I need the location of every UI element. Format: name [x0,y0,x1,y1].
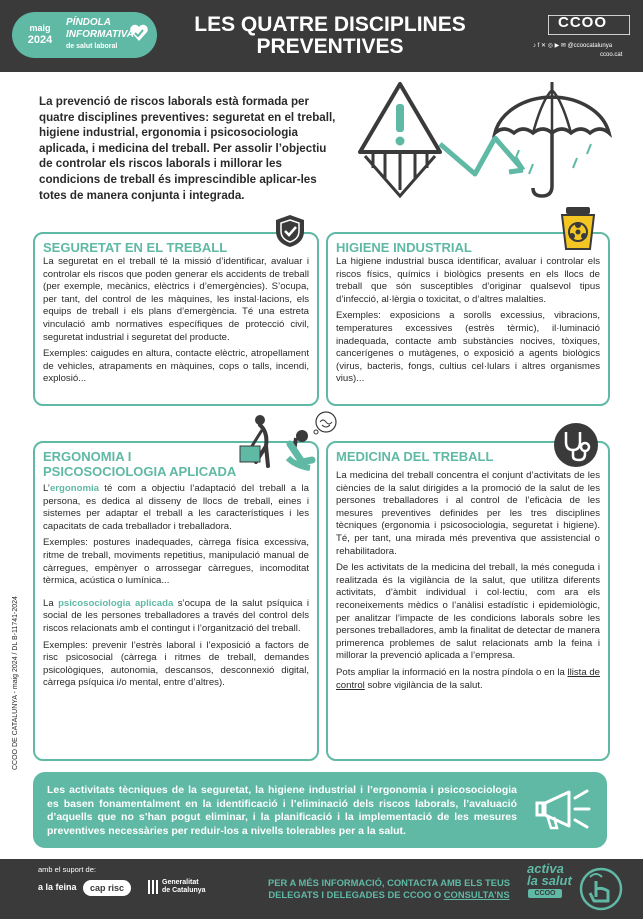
psicosociologia-paragraph [43,598,309,636]
ergonomia-highlight: ergonomia [49,483,99,494]
higiene-body [336,256,600,390]
hand-pointer-icon [578,867,624,911]
badge-date [20,22,60,46]
ergonomia-card [33,441,319,761]
ergonomia-p1-pre: L’ [43,483,50,494]
higiene-title: HIGIENE INDUSTRIAL [336,240,472,255]
higiene-paragraph: La higiene industrial busca identificar, avaluar i controlar els riscos físics, químics i biològics presents en els llocs de treball que són susceptibles d’originar qualsevol tipus d’infecció, al·lèrgia o toxicitat, o d’altres malalties. [336,256,600,305]
activa-line2: la salut [527,873,572,888]
megaphone-icon [533,786,595,832]
page-title [170,14,490,58]
generalitat-line2: de Catalunya [162,887,206,894]
contact-cta-text: PER A MÉS INFORMACIÓ, CONTACTA AMB ELS TEUS DELEGATS I DELEGADES DE CCOO O [267,877,510,900]
consultans-link[interactable]: CONSULTA’NS [443,889,510,900]
biohazard-container-icon [556,205,600,251]
activa-ccoo-logo: CCOO [528,889,562,898]
seguretat-paragraph: La seguretat en el treball té la missió d’identificar, avaluar i controlar els riscos que poden generar els accidents de treball (per exemple, mecànics, elèctrics i d’emergències). S’ocupa, per tant, del control de les màquines, les instal·lacions, els equips de treball i els plans d’emergència. Té una estreta vinculació amb normatives específiques de protecció civil, seguretat industrial i seguretat del producte. [43,256,309,343]
badge-title [66,17,136,53]
ergonomia-body [43,483,309,694]
ergonomia-paragraph [43,483,309,533]
psico-p3-pre: La [43,597,59,609]
pindola-badge [12,12,157,58]
higiene-card [326,232,610,406]
social-url[interactable]: ccoo.cat [600,52,623,58]
activa-la-salut-logo [527,863,572,887]
medicina-title: MEDICINA DEL TREBALL [336,449,494,464]
page-title-line2: PREVENTIVES [256,35,404,58]
badge-title-line3: de salut laboral [66,43,118,50]
warning-umbrella-illustration [345,78,615,208]
medicina-body [336,470,600,696]
social-handle-text: @ccoocatalunya [567,43,613,49]
medicina-card [326,441,610,761]
badge-year: 2024 [27,34,53,46]
generalitat-logo [162,879,206,895]
psico-p3-post: s’ocupa de la salut psíquica i social de les persones treballadores a través del control dels riscos relacionats amb el contingut i l’organització del treball. [43,597,309,634]
medicina-p3-post: sobre vigilància de la salut. [364,679,483,691]
heart-icon [129,23,149,43]
badge-title-line2: INFORMATIVA [66,29,134,40]
seguretat-body [43,256,309,390]
a-la-feina-logo: a la feina [38,882,77,892]
cap-risc-logo: cap risc [83,880,131,896]
ergonomia-examples: Exemples: postures inadequades, càrrega física excessiva, ritme de treball, moviments repetitius, manipulació manual de càrregues, empènyer o arrossegar càrregues, incomoditat tèrmica, acústica o lumínica... [43,537,309,587]
psicosociologia-examples: Exemples: prevenir l’estrès laboral i l’exposició a factors de risc psicosocial (càrrega i ritmes de treball, demandes psicològiques, autonomia, descansos, desconnexió digital, càrrega psíquica i/o mental, entre d’altres). [43,639,309,689]
ccoo-logo: CCOO [558,14,607,31]
summary-banner [33,772,607,848]
generalitat-logo-icon [148,880,158,894]
medicina-paragraph-1: La medicina del treball concentra el conjunt d’activitats de les ciències de la salut dirigides a la promoció de la salut de les persones treballadores i al control de l’eficàcia de les mesures preventives definides per les tres disciplines tècniques (ergonomia i psicosociologia, seguretat i higiene). Té, per tant, una mirada més preventiva que assistencial o rehabilitadora. [336,470,600,557]
seguretat-examples: Exemples: caigudes en altura, contacte elèctric, atropellament de vehicles, atrapaments en màquines, cops o talls, incendi, explosió... [43,348,309,385]
medicina-paragraph-2: De les activitats de la medicina del treball, la més coneguda i realitzada és la vigilància de la salut, que utilitza diferents activitats, d’àmbit individual i col·lectiu, com ara els reconeixements mèdics o l’anàlisi estadístic i epidemiològic, per analitzar l’impacte de les condicions laborals sobre les persones treballadores, amb la finalitat de detectar de manera primerenca problemes de salut relacionats amb la feina i millorar la prevenció aplicada a l’empresa. [336,562,600,662]
llista-de-control-link[interactable]: llista de control [336,666,600,691]
footer [0,859,643,919]
medicina-p3-pre: Pots ampliar la informació en la nostra píndola o en la [336,666,568,678]
generalitat-line1: Generalitat [162,879,199,886]
ergonomia-title [43,449,236,479]
seguretat-card [33,232,319,406]
support-label: amb el suport de: [38,865,96,874]
activa-line1: activa [527,861,564,876]
header [0,0,643,72]
ergonomia-title-line1: ERGONOMIA I [43,449,132,464]
stethoscope-icon [553,422,599,468]
seguretat-title: SEGURETAT EN EL TREBALL [43,240,228,255]
summary-banner-text: Les activitats tècniques de la seguretat, la higiene industrial i l’ergonomia i psicosociologia es basen fonamentalment en la identificació i l’eliminació dels riscos laborals, l’avaluació d’aquells que no s’han pogut eliminar, i la planificació i la implementació de les mesures preventives necessàries per reduir-los a nivells tolerables per a la salut. [47,784,517,837]
ergonomia-p1-post: té com a objectiu l’adaptació del treball a la persona, es dedica al disseny de llocs de treball, eines i sistemes per adaptar el treball a les característiques i les capacitats de cada treballador i treballadora. [43,483,309,532]
shield-check-icon [273,213,307,249]
badge-title-line1: PÍNDOLA [66,17,111,28]
contact-cta [254,877,524,901]
higiene-examples: Exemples: exposicions a sorolls excessius, vibracions, temperatures excessives (estrès tèrmic), il·luminació inadequada, contacte amb substàncies nocives, tòxiques, cancerígenes o mutàgenes, o exposició a agents biològics (virus, bacteris, fongs, cultius cel·lulars i altres organismes vius)... [336,310,600,385]
legal-deposit: CCOO DE CATALUNYA - maig 2024 / DL B-11741-2024 [12,596,19,770]
intro-text: La prevenció de riscos laborals està formada per quatre disciplines preventives: seguretat en el treball, higiene industrial, ergonomia i psicosociologia aplicada, i medicina del treball. Per assolir l’objectiu de controlar els riscos laborals i millorar les condicions de treball és imprescindible aplicar-les totes de manera conjunta i integrada. [39,95,336,202]
social-handle[interactable] [533,42,612,49]
medicina-paragraph-3 [336,667,600,692]
social-icons: ♪ f ✕ ◎ ▶ ✉ [533,43,568,49]
psicosociologia-highlight: psicosociologia aplicada [58,597,174,609]
page-title-line1: LES QUATRE DISCIPLINES [194,13,466,36]
badge-month: maig [29,23,51,33]
ergonomia-title-line2: PSICOSOCIOLOGIA APLICADA [43,464,237,479]
